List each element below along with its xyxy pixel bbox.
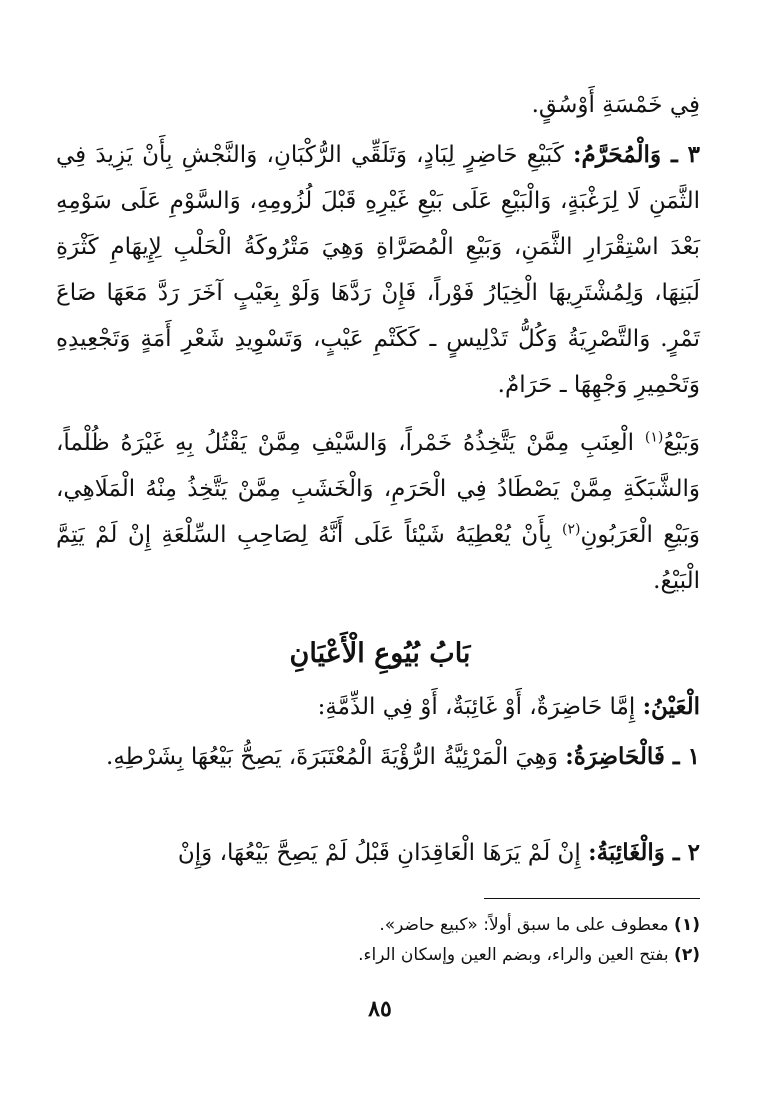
hadira-text: وَهِيَ الْمَرْئِيَّةُ الرُّؤْيَةَ الْمُعْتَبَرَةَ، يَصِحُّ بَيْعُهَا بِشَرْطِهِ. [106,744,558,770]
footnote-ref-1: (١) [644,429,664,446]
paragraph-continuation [56,82,700,128]
paragraph-ghaiba [56,830,700,876]
bay-start-text: وَبَيْعُ [663,430,701,456]
bay-middle-text: الْعِنَبِ مِمَّنْ يَتَّخِذُهُ خَمْراً، وَالسَّيْفِ مِمَّنْ يَقْتُلُ بِهِ غَيْرَهُ ظُلْماً، وَالشَّبَكَةِ مِمَّنْ يَصْطَادُ فِي الْحَرَمِ، وَالْخَشَبِ مِمَّنْ يَتَّخِذُ مِنْهُ الْمَلَاهِي، وَبَيْعِ الْعَرَبُونِ [56,430,700,548]
page-number: ٨٥ [368,996,392,1022]
footnote-divider [484,898,700,899]
ayn-lead: الْعَيْنُ: [642,693,700,720]
item-3-lead: ٣ ـ وَالْمُحَرَّمُ: [572,141,700,168]
paragraph-sale-prohibitions [56,420,700,604]
paragraph-ayn [56,684,700,730]
item-3-text: كَبَيْعِ حَاضِرٍ لِبَادٍ، وَتَلَقِّي الرُّكْبَانِ، وَالنَّجْشِ بِأَنْ يَزِيدَ فِي الثَّمَنِ لَا لِرَغْبَةٍ، وَالْبَيْعِ عَلَى بَيْعِ غَيْرِهِ قَبْلَ لُزُومِهِ، وَالسَّوْمِ عَلَى سَوْمِهِ بَعْدَ اسْتِقْرَارِ الثَّمَنِ، وَبَيْعِ الْمُصَرَّاةِ وَهِيَ مَتْرُوكَةُ الْحَلْبِ لِإِيهَامِ كَثْرَةِ لَبَنِهَا، وَلِمُشْتَرِيهَا الْخِيَارُ فَوْراً، فَإِنْ رَدَّهَا وَلَوْ بِعَيْبٍ آخَرَ رَدَّ مَعَهَا صَاعَ تَمْرٍ. وَالتَّصْرِيَةُ وَكُلُّ تَدْلِيسٍ ـ كَكَتْمِ عَيْبٍ، وَتَسْوِيدِ شَعْرِ أَمَةٍ وَتَجْعِيدِهِ وَتَحْمِيرِ وَجْهِهَا ـ حَرَامٌ. [56,142,700,398]
footnote-text: بفتح العين والراء، وبضم العين وإسكان الراء. [358,945,669,965]
hadira-lead: ١ ـ فَالْحَاضِرَةُ: [565,743,700,770]
footnote-marker: (١) [674,915,700,935]
paragraph-hadira [56,734,700,780]
footnotes [56,910,700,970]
footnote-2 [56,940,700,970]
footnote-ref-2: (٢) [562,521,581,538]
paragraph-forbidden-sales [56,132,700,408]
ghaiba-lead: ٢ ـ وَالْغَائِبَةُ: [588,839,700,866]
footnote-1 [56,910,700,940]
bay-end-text: بِأَنْ يُعْطِيَهُ شَيْئاً عَلَى أَنَّهُ لِصَاحِبِ السِّلْعَةِ إِنْ لَمْ يَتِمَّ الْبَيْعُ. [56,522,700,594]
ayn-text: إِمَّا حَاضِرَةٌ، أَوْ غَائِبَةٌ، أَوْ فِي الذِّمَّةِ: [317,694,636,720]
paragraph-text: فِي خَمْسَةِ أَوْسُقٍ. [531,92,700,118]
chapter-heading: بَابُ بُيُوعِ الْأَعْيَانِ [289,638,471,669]
ghaiba-text: إِنْ لَمْ يَرَهَا الْعَاقِدَانِ قَبْلُ لَمْ يَصِحَّ بَيْعُهَا، وَإِنْ [177,840,581,866]
footnote-marker: (٢) [674,945,700,965]
footnote-text: معطوف على ما سبق أولاً: «كبيع حاضر». [379,915,669,935]
